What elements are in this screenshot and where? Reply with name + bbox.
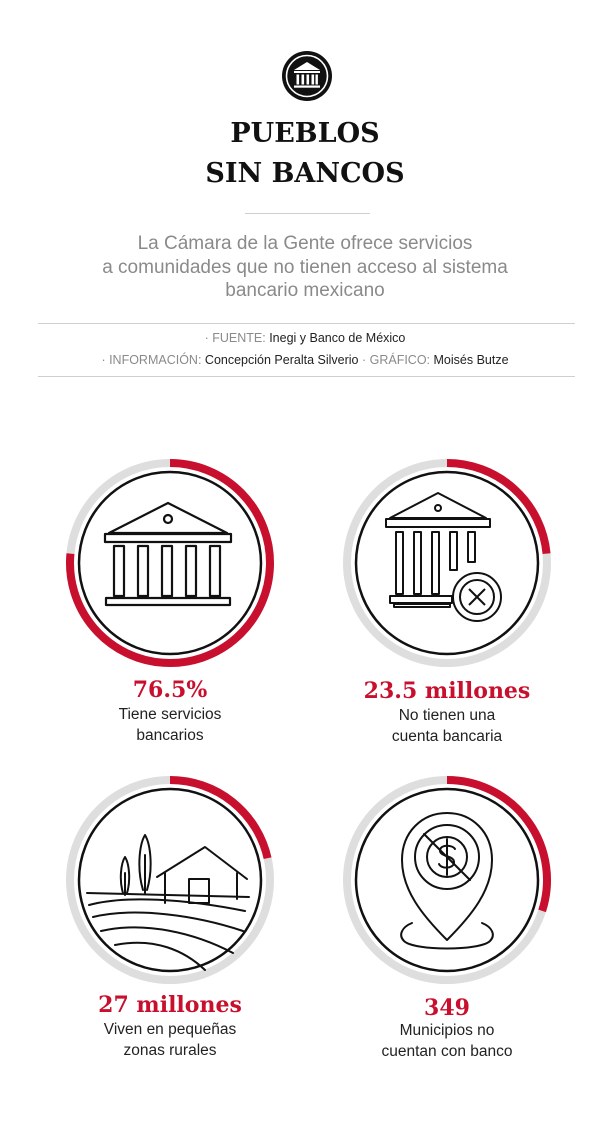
stat-ring-unbanked — [342, 458, 552, 668]
credits-bottom-divider — [38, 376, 575, 377]
subtitle-line-1: La Cámara de la Gente ofrece servicios — [137, 233, 473, 254]
stat-label-line: Viven en pequeñas — [103, 1021, 237, 1038]
stat-label-rural — [40, 1019, 300, 1061]
information-value: Concepción Peralta Silverio — [204, 353, 359, 367]
bank-logo-icon — [281, 50, 333, 102]
subtitle-line-3: bancario mexicano — [225, 280, 385, 301]
stat-label-unbanked — [317, 705, 577, 747]
source-value: Inegi y Banco de México — [269, 331, 406, 345]
graphic-label: · GRÁFICO: — [361, 353, 431, 367]
subtitle — [40, 232, 570, 303]
stat-ring-rural — [65, 775, 275, 985]
page-title-line-2: SIN BANCOS — [205, 158, 405, 189]
stat-label-line: bancarios — [136, 727, 204, 744]
stat-label-line: cuenta bancaria — [391, 728, 503, 745]
subtitle-line-2: a comunidades que no tienen acceso al sistema — [102, 256, 508, 278]
stat-label-municipios — [317, 1020, 577, 1062]
stat-label-line: No tienen una — [398, 707, 496, 724]
graphic-value: Moisés Butze — [433, 353, 509, 367]
stat-label-line: Tiene servicios — [118, 706, 222, 723]
stat-label-line: cuentan con banco — [381, 1043, 513, 1060]
stat-ring-banked — [65, 458, 275, 668]
credits-top-divider — [38, 323, 575, 324]
stat-value-rural: 27 millones — [98, 992, 242, 1018]
stat-label-line: zonas rurales — [123, 1042, 217, 1059]
stat-value-municipios: 349 — [424, 995, 470, 1021]
stat-label-line: Municipios no — [399, 1022, 495, 1039]
stat-value-banked: 76.5% — [132, 677, 208, 703]
stat-label-banked — [70, 704, 270, 746]
source-credit — [0, 331, 610, 345]
stat-ring-municipios — [342, 775, 552, 985]
stat-value-unbanked: 23.5 millones — [363, 678, 531, 704]
title-divider — [245, 213, 370, 214]
information-label: · INFORMACIÓN: — [101, 353, 202, 367]
source-label: · FUENTE: — [204, 331, 266, 345]
page-title-line-1: PUEBLOS — [230, 118, 380, 149]
authors-credit — [0, 353, 610, 367]
